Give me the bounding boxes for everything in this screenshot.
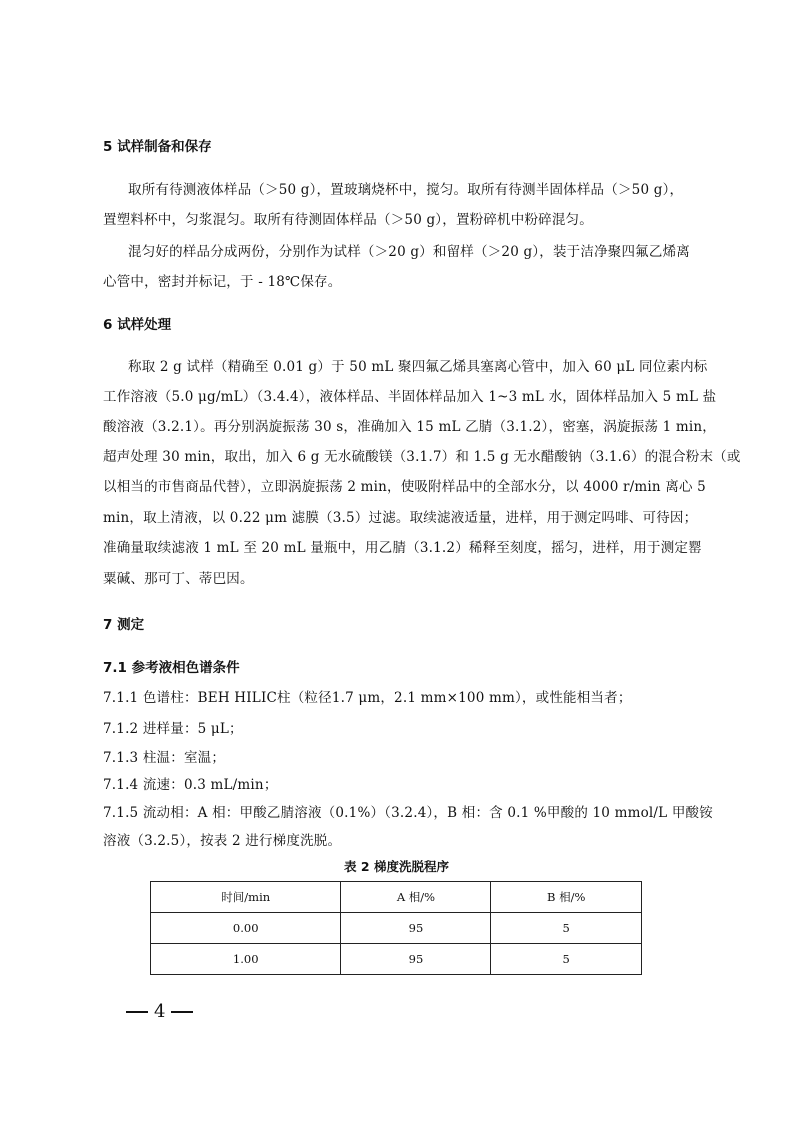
table-header-cell: A 相/%: [341, 882, 491, 913]
page-number-value: 4: [154, 1001, 166, 1022]
table-cell: 0.00: [151, 913, 341, 944]
paragraph-line: 准确量取续滤液 1 mL 至 20 mL 量瓶中，用乙腈（3.1.2）稀释至刻度，摇匀，进样，用于测定罂: [103, 540, 702, 556]
paragraph-line: 混匀好的样品分成两份，分别作为试样（＞20 g）和留样（＞20 g），装于洁净聚四氟乙烯离: [128, 244, 690, 260]
table-row: [151, 944, 642, 975]
section-7-heading: 7 测定: [103, 617, 145, 633]
list-item: 7.1.1 色谱柱：BEH HILIC柱（粒径1.7 μm，2.1 mm×100 mm），或性能相当者；: [103, 690, 632, 706]
table-header-row: [151, 882, 642, 913]
list-item: 7.1.5 流动相：A 相：甲酸乙腈溶液（0.1%）（3.2.4），B 相：含 0.1 %甲酸的 10 mmol/L 甲酸铵: [103, 805, 713, 821]
table-cell: 5: [491, 913, 642, 944]
paragraph-line: 心管中，密封并标记，于 - 18℃保存。: [103, 274, 342, 290]
list-item: 7.1.4 流速：0.3 mL/min；: [103, 777, 278, 793]
table-cell: 1.00: [151, 944, 341, 975]
paragraph-line: 超声处理 30 min，取出，加入 6 g 无水硫酸镁（3.1.7）和 1.5 g 无水醋酸钠（3.1.6）的混合粉末（或: [103, 449, 741, 465]
table-header-cell: 时间/min: [151, 882, 341, 913]
list-item: 溶液（3.2.5），按表 2 进行梯度洗脱。: [103, 833, 342, 849]
page-number: [120, 1001, 199, 1022]
table-cell: 5: [491, 944, 642, 975]
table-cell: 95: [341, 944, 491, 975]
page-number-dash: [171, 1011, 193, 1013]
paragraph-line: 酸溶液（3.2.1）。再分别涡旋振荡 30 s，准确加入 15 mL 乙腈（3.1.2），密塞，涡旋振荡 1 min，: [103, 419, 716, 435]
paragraph-line: 粟碱、那可丁、蒂巴因。: [103, 571, 254, 587]
section-7-1-heading: 7.1 参考液相色谱条件: [103, 660, 240, 676]
section-5-heading: 5 试样制备和保存: [103, 139, 212, 155]
table-caption: 表 2 梯度洗脱程序: [344, 859, 449, 874]
list-item: 7.1.3 柱温：室温；: [103, 750, 226, 766]
table-row: [151, 913, 642, 944]
list-item: 7.1.2 进样量：5 μL；: [103, 721, 243, 737]
paragraph-line: min，取上清液，以 0.22 μm 滤膜（3.5）过滤。取续滤液适量，进样，用于测定吗啡、可待因；: [103, 510, 698, 526]
gradient-table: [150, 881, 642, 975]
table-header-cell: B 相/%: [491, 882, 642, 913]
paragraph-line: 工作溶液（5.0 μg/mL）（3.4.4），液体样品、半固体样品加入 1~3 mL 水，固体样品加入 5 mL 盐: [103, 389, 717, 405]
paragraph-line: 以相当的市售商品代替），立即涡旋振荡 2 min，使吸附样品中的全部水分，以 4000 r/min 离心 5: [103, 479, 706, 495]
table-cell: 95: [341, 913, 491, 944]
paragraph-line: 称取 2 g 试样（精确至 0.01 g）于 50 mL 聚四氟乙烯具塞离心管中，加入 60 μL 同位素内标: [128, 359, 708, 375]
paragraph-line: 置塑料杯中，匀浆混匀。取所有待测固体样品（＞50 g），置粉碎机中粉碎混匀。: [103, 212, 593, 228]
paragraph-line: 取所有待测液体样品（＞50 g），置玻璃烧杯中，搅匀。取所有待测半固体样品（＞50 g），: [128, 182, 684, 198]
section-6-heading: 6 试样处理: [103, 317, 172, 333]
page-number-dash: [126, 1011, 148, 1013]
